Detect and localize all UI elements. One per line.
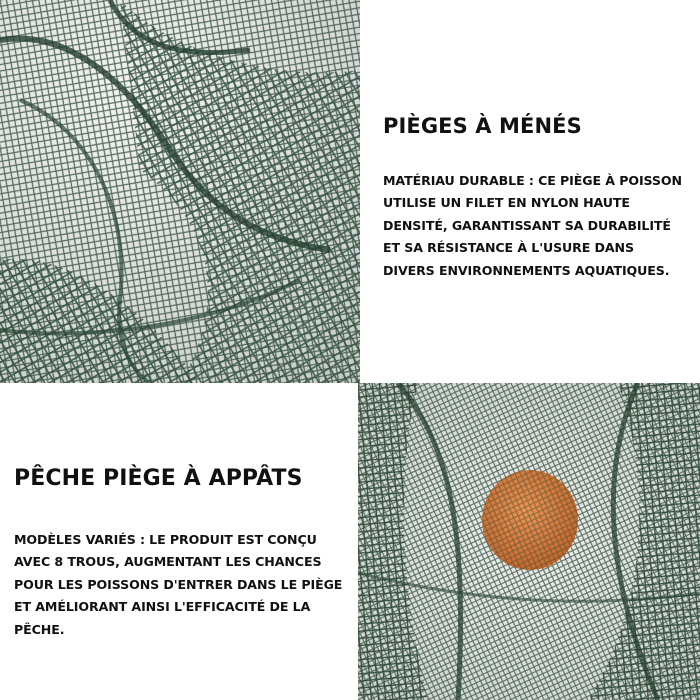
- top-title: PIÈGES À MÉNÉS: [383, 114, 582, 138]
- top-description: MATÉRIAU DURABLE : CE PIÈGE À POISSON UTILISE UN FILET EN NYLON HAUTE DENSITÉ, GARANTISSANT SA DURABILITÉ ET SA RÉSISTANCE À L'USURE DANS DIVERS ENVIRONNEMENTS AQUATIQUES.: [383, 173, 682, 278]
- bottom-description: MODÈLES VARIÉS : LE PRODUIT EST CONÇU AVEC 8 TROUS, AUGMENTANT LES CHANCES POUR LES POISSONS D'ENTRER DANS LE PIÈGE ET AMÉLIORANT AINSI L'EFFICACITÉ DE LA PÊCHE.: [14, 532, 343, 637]
- bottom-title: PÊCHE PIÈGE À APPÂTS: [14, 466, 303, 491]
- bait-net-photo-icon: [358, 383, 700, 700]
- top-text-block: [383, 112, 688, 282]
- bait-ball-icon: [482, 470, 578, 570]
- mesh-net-photo-icon: [0, 0, 360, 383]
- bottom-text-block: [14, 465, 344, 641]
- mesh-net-photo-top: [0, 0, 360, 383]
- bait-net-photo: [358, 383, 700, 700]
